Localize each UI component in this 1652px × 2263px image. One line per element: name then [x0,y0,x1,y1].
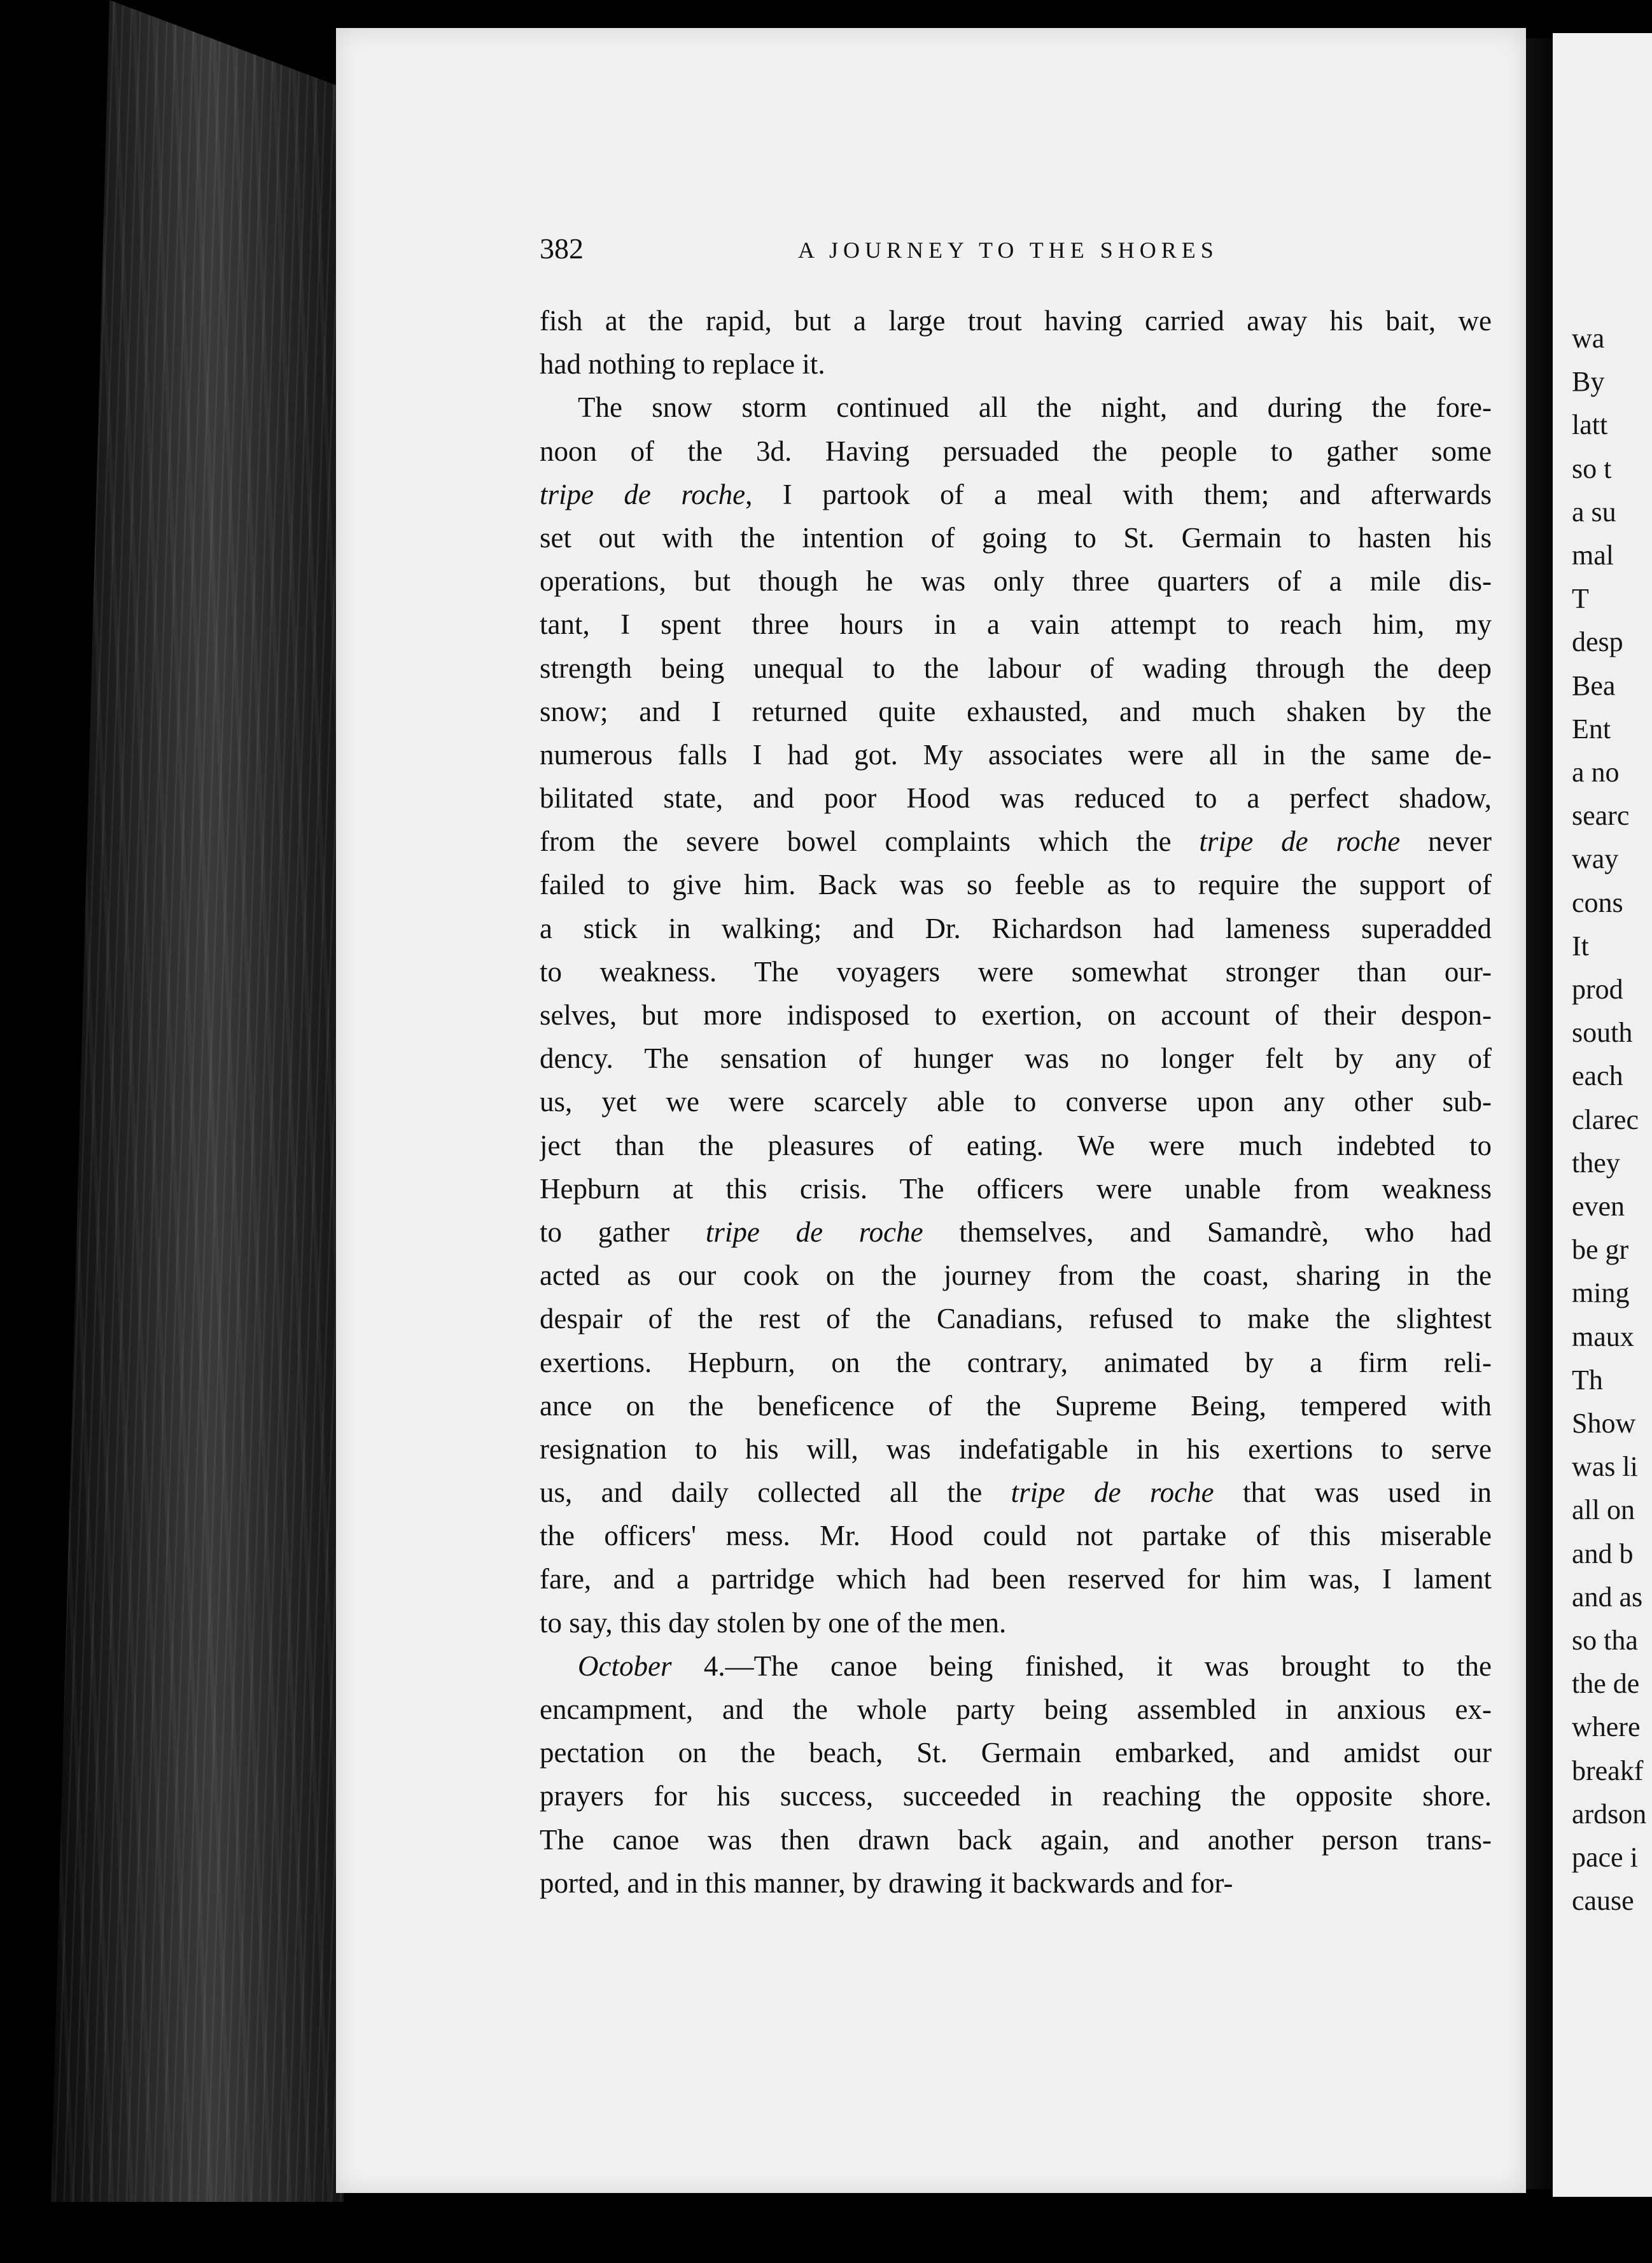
text-run: from the severe bowel complaints which the [540,825,1200,858]
facing-page-fragment: pace i [1572,1842,1638,1873]
text-line: Hepburn at this crisis. The officers were unable from weakness [540,1172,1492,1205]
text-line: encampment, and the whole party being assembled in anxious ex- [540,1693,1492,1725]
text-line: a stick in walking; and Dr. Richardson had lameness superadded [540,912,1492,944]
text-line: to weakness. The voyagers were somewhat stronger than our- [540,955,1492,988]
body-text [540,299,1492,1905]
facing-page-fragment: ming [1572,1277,1630,1309]
facing-page-fragment: prod [1572,974,1623,1005]
text-line [540,473,1492,516]
facing-page-fragment: maux [1572,1321,1634,1352]
facing-page-fragment: cause [1572,1885,1634,1917]
text-run: never [1400,825,1492,858]
text-line: The snow storm continued all the night, and during the fore- [578,391,1492,424]
text-line: operations, but though he was only three quarters of a mile dis- [540,565,1492,598]
text-line [540,820,1492,863]
facing-page-fragment: mal [1572,540,1614,571]
facing-page-fragment: Ent [1572,713,1611,745]
facing-page-fragment: where [1572,1711,1641,1743]
text-line: the officers' mess. Mr. Hood could not partake of this miserable [540,1520,1492,1552]
facing-page-fragment: clarec [1572,1103,1639,1135]
text-line: resignation to his will, was indefatigable in his exertions to serve [540,1433,1492,1465]
text-line: bilitated state, and poor Hood was reduced to a perfect shadow, [540,782,1492,815]
text-line: had nothing to replace it. [540,348,825,381]
text-line: ported, and in this manner, by drawing it backwards and for- [540,1867,1233,1899]
text-line: tant, I spent three hours in a vain attempt to reach him, my [540,608,1492,641]
facing-page-fragment: each [1572,1060,1623,1092]
text-line: fare, and a partridge which had been reserved for him was, I lament [540,1563,1492,1595]
page-number: 382 [540,232,584,265]
facing-page-fragment: desp [1572,626,1623,658]
text-line: prayers for his success, succeeded in reaching the opposite shore. [540,1780,1492,1812]
facing-page-fragment: a su [1572,496,1616,528]
facing-page-fragment: ardson [1572,1798,1647,1830]
text-line: ject than the pleasures of eating. We were much indebted to [540,1129,1492,1161]
text-line [540,1210,1492,1254]
text-line: strength being unequal to the labour of wading through the deep [540,652,1492,684]
text-line: ance on the beneficence of the Supreme Being, tempered with [540,1389,1492,1422]
facing-page-fragment: was li [1572,1451,1638,1483]
facing-page-fragment: the de [1572,1668,1640,1700]
book-binding [51,0,344,2202]
facing-page-fragment: Th [1572,1364,1603,1396]
text-line: pectation on the beach, St. Germain embarked, and amidst our [540,1737,1492,1769]
text-line: acted as our cook on the journey from the coast, sharing in the [540,1259,1492,1292]
italic-text-run: tripe de roche [540,478,746,510]
facing-page-fragment: T [1572,583,1589,615]
text-line: fish at the rapid, but a large trout having carried away his bait, we [540,305,1492,337]
facing-page-fragment: cons [1572,886,1623,918]
facing-page-fragment: be gr [1572,1234,1629,1266]
facing-page-fragment: a no [1572,757,1620,788]
text-line: despair of the rest of the Canadians, refused to make the slightest [540,1303,1492,1335]
facing-page-fragment: breakf [1572,1755,1644,1786]
text-line: to say, this day stolen by one of the men. [540,1606,1007,1639]
text-line: dency. The sensation of hunger was no longer felt by any of [540,1042,1492,1075]
text-line: The canoe was then drawn back again, and another person trans- [540,1823,1492,1856]
facing-page-fragment: searc [1572,800,1630,832]
text-line [540,1471,1492,1514]
facing-page [1553,33,1652,2197]
text-line: us, yet we were scarcely able to converse upon any other sub- [540,1086,1492,1118]
text-run: themselves, and Samandrè, who had [923,1216,1492,1248]
text-line [540,1644,1492,1688]
facing-page-fragment: Show [1572,1408,1636,1439]
italic-text-run: tripe de roche [705,1216,923,1248]
facing-page-fragment: and b [1572,1538,1634,1569]
text-line: noon of the 3d. Having persuaded the people to gather some [540,435,1492,467]
text-run: us, and daily collected all the [540,1476,1011,1509]
text-line: snow; and I returned quite exhausted, and much shaken by the [540,695,1492,727]
text-line: set out with the intention of going to St. Germain to hasten his [540,521,1492,554]
italic-text-run: tripe de roche [1011,1476,1214,1509]
facing-page-fragment: they [1572,1147,1620,1179]
text-run: to gather [540,1216,706,1248]
facing-page-fragment: By [1572,366,1605,398]
facing-page-fragment: even [1572,1191,1625,1222]
facing-page-fragment: It [1572,930,1589,962]
running-head-title: A JOURNEY TO THE SHORES [798,237,1219,263]
text-run: 4.—The canoe being finished, it was brought to the [671,1650,1492,1682]
facing-page-fragment: wa [1572,323,1605,354]
text-line: failed to give him. Back was so feeble as to require the support of [540,869,1492,901]
italic-text-run: tripe de roche [1199,825,1401,858]
text-line: exertions. Hepburn, on the contrary, animated by a firm reli- [540,1346,1492,1378]
italic-text-run: October [578,1650,672,1682]
text-run: , I partook of a meal with them; and afterwards [745,478,1492,510]
text-run: that was used in [1214,1476,1492,1509]
facing-page-fragment: Bea [1572,669,1616,701]
running-head [540,232,1532,270]
facing-page-fragment: so tha [1572,1625,1638,1656]
facing-page-fragment: and as [1572,1581,1643,1613]
text-line: numerous falls I had got. My associates were all in the same de- [540,738,1492,771]
facing-page-fragment: all on [1572,1494,1635,1526]
text-line: selves, but more indisposed to exertion, on account of their despon- [540,999,1492,1031]
facing-page-fragment: south [1572,1017,1633,1049]
facing-page-fragment: latt [1572,409,1608,441]
facing-page-fragment: so t [1572,452,1612,484]
facing-page-fragment: way [1572,843,1619,875]
